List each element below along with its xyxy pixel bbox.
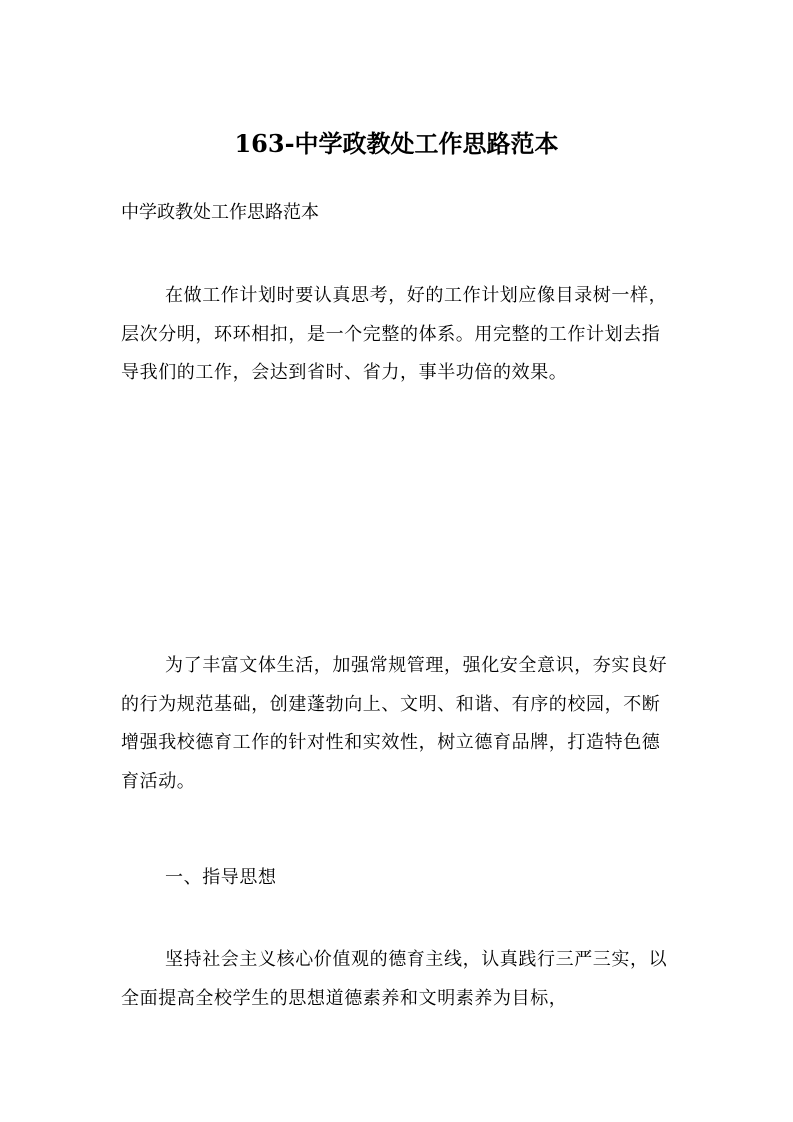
document-title: 163-中学政教处工作思路范本 — [234, 129, 559, 158]
section-heading-guiding-ideology: 一、指导思想 — [165, 867, 277, 888]
paragraph-intro: 在做工作计划时要认真思考，好的工作计划应像目录树一样，层次分明，环环相扣，是一个完整的体系。用完整的工作计划去指导我们的工作，会达到省时、省力，事半功倍的效果。 — [121, 285, 668, 383]
paragraph-purpose: 为了丰富文体生活，加强常规管理，强化安全意识，夯实良好的行为规范基础，创建蓬勃向上、文明、和谐、有序的校园，不断增强我校德育工作的针对性和实效性，树立德育品牌，打造特色德育活动。 — [121, 655, 668, 792]
paragraph-guiding-ideology: 坚持社会主义核心价值观的德育主线，认真践行三严三实，以全面提高全校学生的思想道德素养和文明素养为目标， — [121, 949, 668, 1009]
document-subtitle: 中学政教处工作思路范本 — [121, 202, 319, 223]
